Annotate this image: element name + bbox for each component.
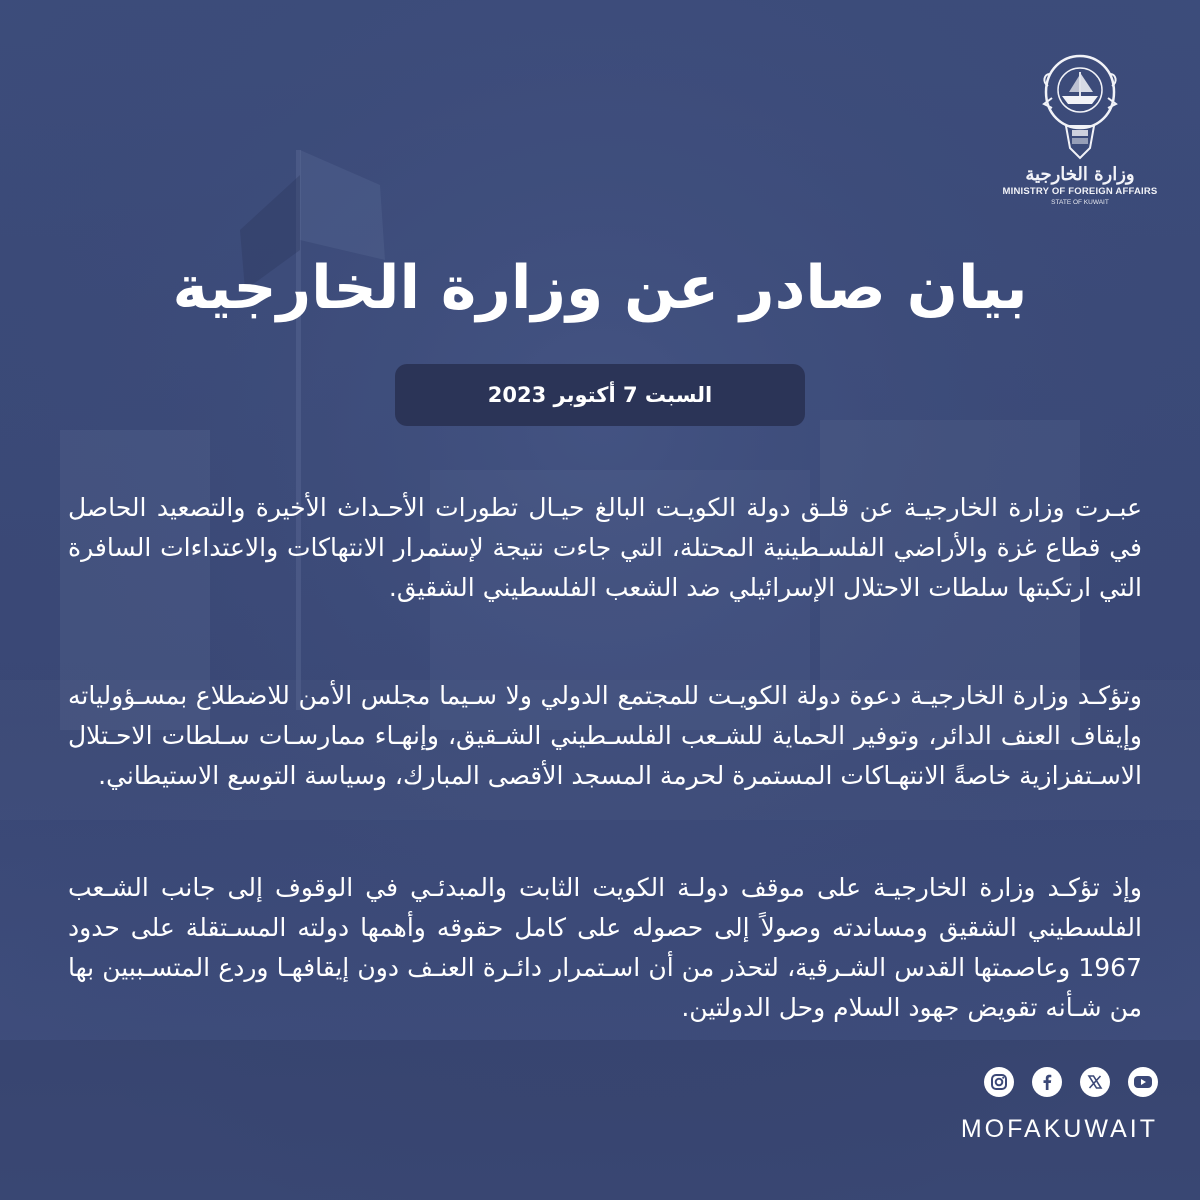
x-icon[interactable]	[1080, 1067, 1110, 1097]
kuwait-emblem-icon	[1040, 52, 1120, 164]
youtube-icon[interactable]	[1128, 1067, 1158, 1097]
instagram-icon[interactable]	[984, 1067, 1014, 1097]
social-handle: MOFAKUWAIT	[960, 1115, 1158, 1143]
page-title: بيان صادر عن وزارة الخارجية	[172, 253, 1028, 323]
date-badge: السبت 7 أكتوبر 2023	[395, 364, 805, 426]
logo-english-name: MINISTRY OF FOREIGN AFFAIRS	[1002, 186, 1158, 197]
statement-paragraph-2: وتؤكـد وزارة الخارجيـة دعوة دولة الكويـت للمجتمع الدولي ولا سـيما مجلس الأمن للاضطلاع بمسـؤولياته وإيقاف العنف الدائر، وتوفير الحماية للشـعب الفلسـطيني الشـقيق، وإنهـاء ممارسـات سـلطات الاحـتلال الاسـتفزازية خاصةً الانتهـاكات المستمرة لحرمة المسجد الأقصى المبارك، وسياسة التوسع الاستيطاني.	[68, 681, 1142, 790]
facebook-icon[interactable]	[1032, 1067, 1062, 1097]
logo-subtitle: STATE OF KUWAIT	[1051, 199, 1109, 206]
statement-paragraph-3: وإذ تؤكـد وزارة الخارجيـة على موقف دولـة الكويت الثابت والمبدئـي في الوقوف إلى جانب الشـعب الفلسطيني الشقيق ومساندته وصولاً إلى حصوله على كامل حقوقه وأهمها دولته المسـتقلة على حدود 1967 وعاصمتها القدس الشـرقية، لتحذر من أن اسـتمرار دائـرة العنـف دون إيقافهـا وردع المتسـببين بها من شـأنه تقويض جهود السلام وحل الدولتين.	[68, 873, 1142, 1022]
logo-arabic-name: وزارة الخارجية	[1025, 164, 1135, 185]
social-icons-row	[984, 1066, 1158, 1098]
ministry-logo	[1000, 52, 1160, 222]
statement-paragraph-1: عبـرت وزارة الخارجيـة عن قلـق دولة الكويـت البالغ حيـال تطورات الأحـداث الأخيرة والتصعيد الحاصل في قطاع غزة والأراضي الفلسـطينية المحتلة، التي جاءت نتيجة لإستمرار الانتهاكات والاعتداءات السافرة التي ارتكبتها سلطات الاحتلال الإسرائيلي ضد الشعب الفلسطيني الشقيق.	[68, 493, 1142, 602]
